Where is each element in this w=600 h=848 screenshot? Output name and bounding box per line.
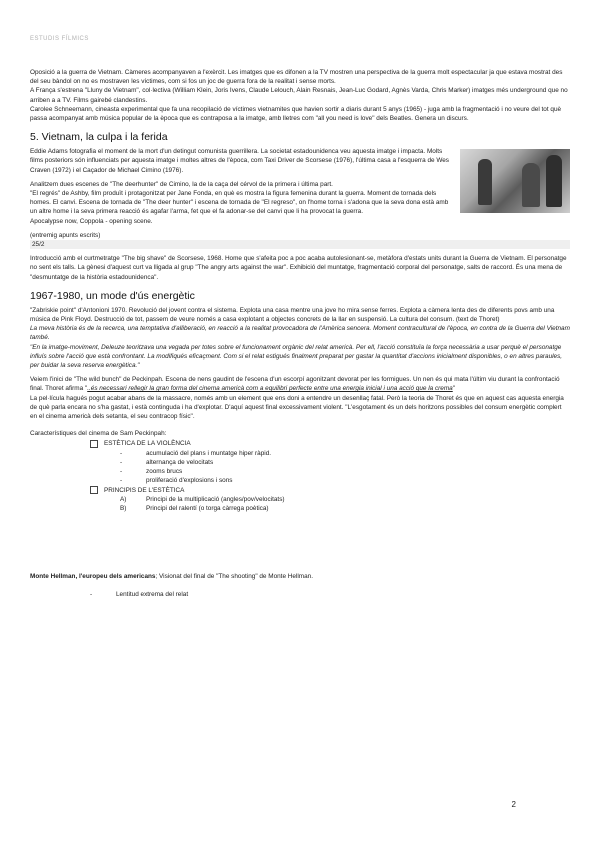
checkbox-icon[interactable] <box>90 486 98 494</box>
energy-paragraph-5: La pel·lícula hagués pogut acabar abans de la massacre, només amb un element que ens doni a entendre un desenllaç fatal. Però la teoria de Thoret és que en aquest cas aquesta energia de què parla encara no s'ha gastat, i està continguda i ha d'explotar. D'aquí aquest final excessivament violent. "L'esgotament és un dels horitzons possibles del consum energètic complert en el cinema americà dels setanta, el seu contracop físic". <box>30 394 564 421</box>
war-photograph <box>460 149 570 213</box>
checklist-label: ESTÈTICA DE LA VIOLÈNCIA <box>104 439 191 447</box>
list-item: - Lentitud extrema del relat <box>90 590 189 598</box>
energy-paragraph-4-end: " <box>452 385 456 393</box>
list-item: - zooms brucs <box>120 467 183 475</box>
section-5-paragraph-2: Analitzem dues escenes de "The deerhunter" de Cimino, la de la caça del cérvol de la primera i última part. <box>30 180 333 188</box>
checklist-item-violence[interactable] <box>90 439 570 449</box>
energy-paragraph-1: "Zabriskie point" d'Antonioni 1970. Revolució del jovent contra el sistema. Explota una casa mentre una jove ho mira sense ferres. Explota a càmera lenta des de diferents povs amb una música de Pink Floyd. Destrucció de tot, passem de veure només a casa explotant a objectes concrets de la llar en suspensió. La cultura del consum. (text de Thoret) <box>30 306 555 324</box>
energy-section-heading: 1967-1980, un mode d'ús energètic <box>30 289 195 302</box>
energy-paragraph-4-start: Veiem l'inici de "The wild bunch" de Peckinpah. Escena de nens gaudint de l'escena d'un escorpí agonitzant devorat per les formigues. Un nen és qui mata l'últim viu durant la confrontació final. Thoret afirma " <box>30 376 560 393</box>
section-5-paragraph-3: "El regrés" de Ashby, film produït i protagonitzat per Jane Fonda, en què es mostra la figura femenina durant la guerra. Moment de tornada dels homes. El canvi. Escena de tornada de "The deer hunter" i escena de tornada de "El regreso", on l'home torna i s'adona que la seva dona està amb un altre home i la seva primera reacció és agafar l'arma, fet que el fa adonar-se del canvi que li ha provocat la guerra. <box>30 190 449 216</box>
checkbox-icon[interactable] <box>90 440 98 448</box>
hellman-rest: ; Visionat del final de "The shooting" de Monte Hellman. <box>155 572 314 580</box>
section-5-heading: 5. Vietnam, la culpa i la ferida <box>30 131 168 144</box>
energy-quote: "En la imatge-moviment, Deleuze teoritzava una vegada per totes sobre el funcionament orgànic del relat americà. Per ell, l'acció constituïa la força necessària a usar perquè el personatge influís sobre l'acció que està confrontant. La modifiqués eficaçment. Com si el relat estigués finalment preparat per gastar la quantitat d'accions inicialment disponibles, o en altres paraules, per buidar la seva reserva energètica." <box>30 343 563 370</box>
features-title: Característiques del cinema de Sam Peckinpah: <box>30 430 167 438</box>
checklist-item-principles[interactable] <box>90 485 570 495</box>
page-content <box>30 68 570 599</box>
intro-paragraph-2: A França s'estrena "Lluny de Vietnam", col·lectiva (William Klein, Joris Ivens, Claude Lelouch, Alain Resnais, Jean-Luc Godard, Agnès Varda, Chris Marker) imatges més underground que no arriben a a TV. Films gairebé clandestins. <box>30 87 568 104</box>
section-5-paragraph-1: Eddie Adams fotografia el moment de la mort d'un detingut comunista guerrillera. La societat estadounidenca veu aquesta imatge i impacta. Molts films posteriors són influenciats per aquesta imatge i moltes altres de l'època, com Taxi Driver de Scorsese (1976), l'última casa a l'esquerra de Wes Craven (1972) i el Caçador de Michael Cimino (1976). <box>30 148 450 174</box>
date-line: 25/2 <box>30 240 570 249</box>
list-item: B) Principi del ralentí (o torga càrrega poètica) <box>120 505 269 513</box>
energy-paragraph-2: La meva història és de la recerca, una temptativa d'alliberació, en reacció a la realitat provocadora de l'Amèrica sencera. Moment contracultural de l'època, en contra de la Guerra del Vietnam també. <box>30 325 570 342</box>
section-5-paragraph-4: Apocalypse now, Coppola - opening scene. <box>30 217 153 225</box>
list-item: - proliferació d'explosions i sons <box>120 477 233 485</box>
list-item: - acumulació del plans i muntatge hiper ràpid. <box>120 449 272 457</box>
energy-paragraph-4 <box>30 375 570 393</box>
checklist-label: PRINCIPIS DE L'ESTÈTICA <box>104 486 185 494</box>
violence-sub-list <box>120 449 570 486</box>
list-item: A) Principi de la multiplicació (angles/pov/velocitats) <box>120 496 285 504</box>
intro-paragraph-1: Oposició a la guerra de Vietnam. Càmeres acompanyaven a l'exèrcit. Les imatges que es difonen a la TV mostren una perspectiva de la guerra molt espectacular ja que estava mostrat des del seu bàndol on no es mostraven les víctimes, com si fos un joc de guerra fora de la realitat i sense morts. <box>30 69 563 86</box>
thoret-quote-link: ..és necessari rellegir la gran forma del cinema americà com a equilibri perfecte entre una energia inicial i una acció que la crema <box>87 385 453 393</box>
hellman-title: Monte Hellman, l'europeu dels americans <box>30 572 156 580</box>
list-item: - alternança de velocitats <box>120 458 214 466</box>
page-header: ESTUDIS FÍLMICS <box>30 36 89 42</box>
principles-sub-list <box>120 495 570 513</box>
features-checklist <box>90 439 570 514</box>
intro-paragraph-3: Carolee Schneemann, cineasta experimental que fa una recopilació de víctimes vietnamites que havien sortir a diaris durant 5 anys (1965) - juga amb la fragmentació i no veure del tot què passa acompanyat amb música popular de la època que es contraposa a la imatge, amb lletres com "all you need is love" dels Beatles. Genera un discurs. <box>30 105 562 123</box>
hellman-line <box>30 572 570 581</box>
page-number: 2 <box>511 800 516 809</box>
section-5-paragraph-6: Introducció amb el curtmetratge "The big shave" de Scorsese, 1968. Home que s'afeita poc a poc acaba autolesionant-se, metàfora d'estats units durant la Guerra de Vietnam. El personatge no sent els talls. La gènesi d'aquest curt va lligada al grup "The angry arts against the war". Exhibició del muntatge, fragmentació corporal del personatge, salts de raccord. És una mena de "desmuntatge de la història estadounidenca". <box>30 255 567 281</box>
notes-remark: (entremig apunts escrits) <box>30 231 101 239</box>
hellman-item: Lentitud extrema del relat <box>116 590 189 598</box>
